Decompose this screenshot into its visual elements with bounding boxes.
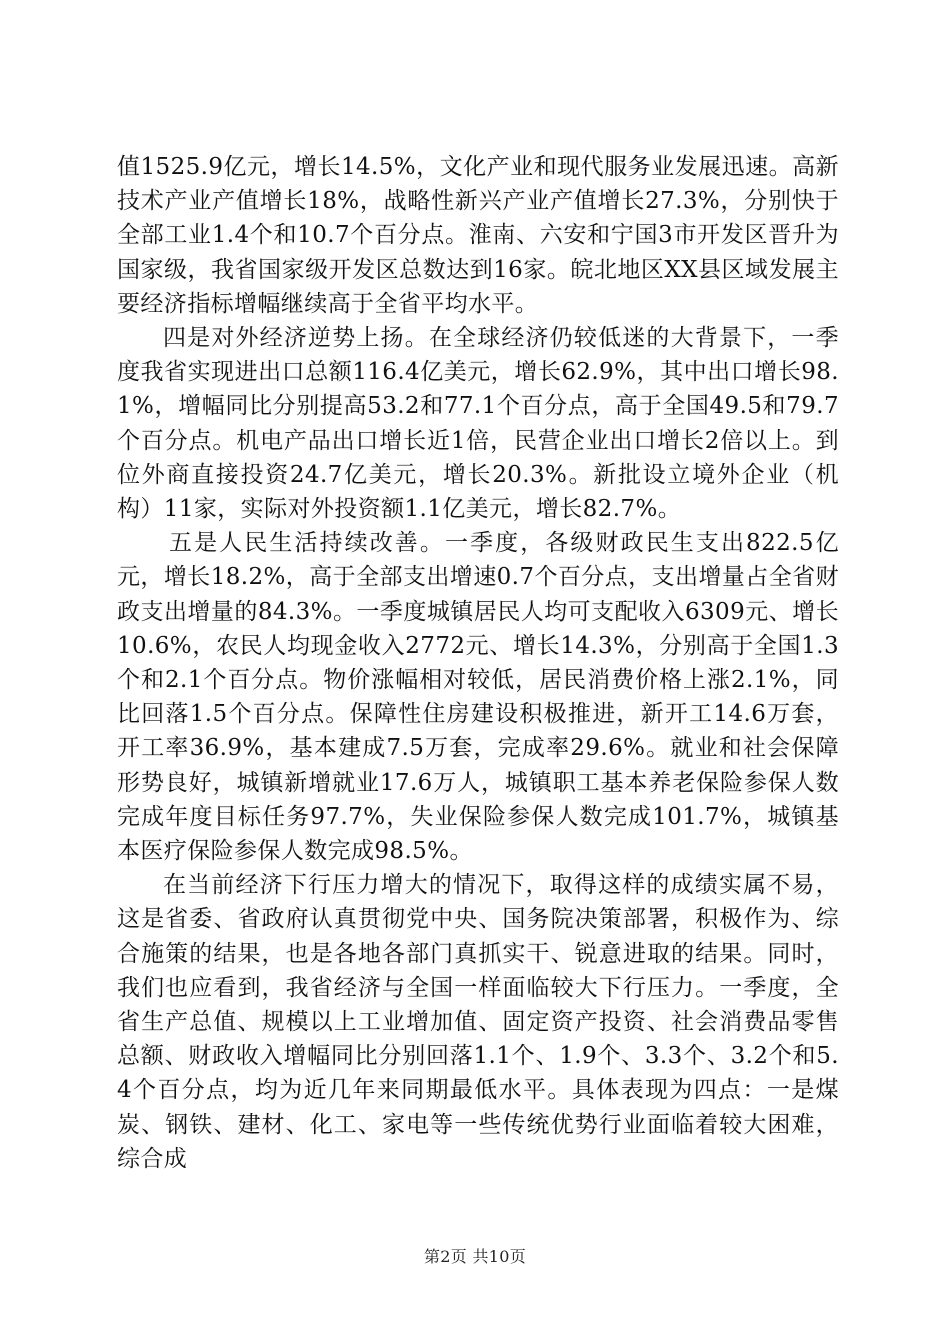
paragraph-continuation: 值1525.9亿元，增长14.5%，文化产业和现代服务业发展迅速。高新技术产业产值增长18%，战略性新兴产业产值增长27.3%，分别快于全部工业1.4个和10.7个百分点。淮南、六安和宁国3市开发区晋升为国家级，我省国家级开发区总数达到16家。皖北地区XX县区域发展主要经济指标增幅继续高于全省平均水平。	[117, 154, 839, 317]
paragraph-living-standards: 五是人民生活持续改善。一季度，各级财政民生支出822.5亿元，增长18.2%，高于全部支出增速0.7个百分点，支出增量占全省财政支出增量的84.3%。一季度城镇居民人均可支配收入6309元、增长10.6%，农民人均现金收入2772元、增长14.3%，分别高于全国1.3个和2.1个百分点。物价涨幅相对较低，居民消费价格上涨2.1%，同比回落1.5个百分点。保障性住房建设积极推进，新开工14.6万套，开工率36.9%，基本建成7.5万套，完成率29.6%。就业和社会保障形势良好，城镇新增就业17.6万人，城镇职工基本养老保险参保人数完成年度目标任务97.7%，失业保险参保人数完成101.7%，城镇基本医疗保险参保人数完成98.5%。	[117, 530, 839, 865]
paragraph-economic-pressure: 在当前经济下行压力增大的情况下，取得这样的成绩实属不易，这是省委、省政府认真贯彻党中央、国务院决策部署，积极作为、综合施策的结果，也是各地各部门真抓实干、锐意进取的结果。同时，我们也应看到，我省经济与全国一样面临较大下行压力。一季度，全省生产总值、规模以上工业增加值、固定资产投资、社会消费品零售总额、财政收入增幅同比分别回落1.1个、1.9个、3.3个、3.2个和5.4个百分点，均为近几年来同期最低水平。具体表现为四点：一是煤炭、钢铁、建材、化工、家电等一些传统优势行业面临着较大困难，综合成	[117, 872, 839, 1172]
page-number-footer: 第2页 共10页	[423, 1247, 527, 1266]
paragraph-foreign-economy: 四是对外经济逆势上扬。在全球经济仍较低迷的大背景下，一季度我省实现进出口总额116.4亿美元，增长62.9%，其中出口增长98.1%，增幅同比分别提高53.2和77.1个百分点，高于全国49.5和79.7个百分点。机电产品出口增长近1倍，民营企业出口增长2倍以上。到位外商直接投资24.7亿美元，增长20.3%。新批设立境外企业（机构）11家，实际对外投资额1.1亿美元，增长82.7%。	[117, 325, 839, 523]
document-body	[117, 150, 839, 1176]
